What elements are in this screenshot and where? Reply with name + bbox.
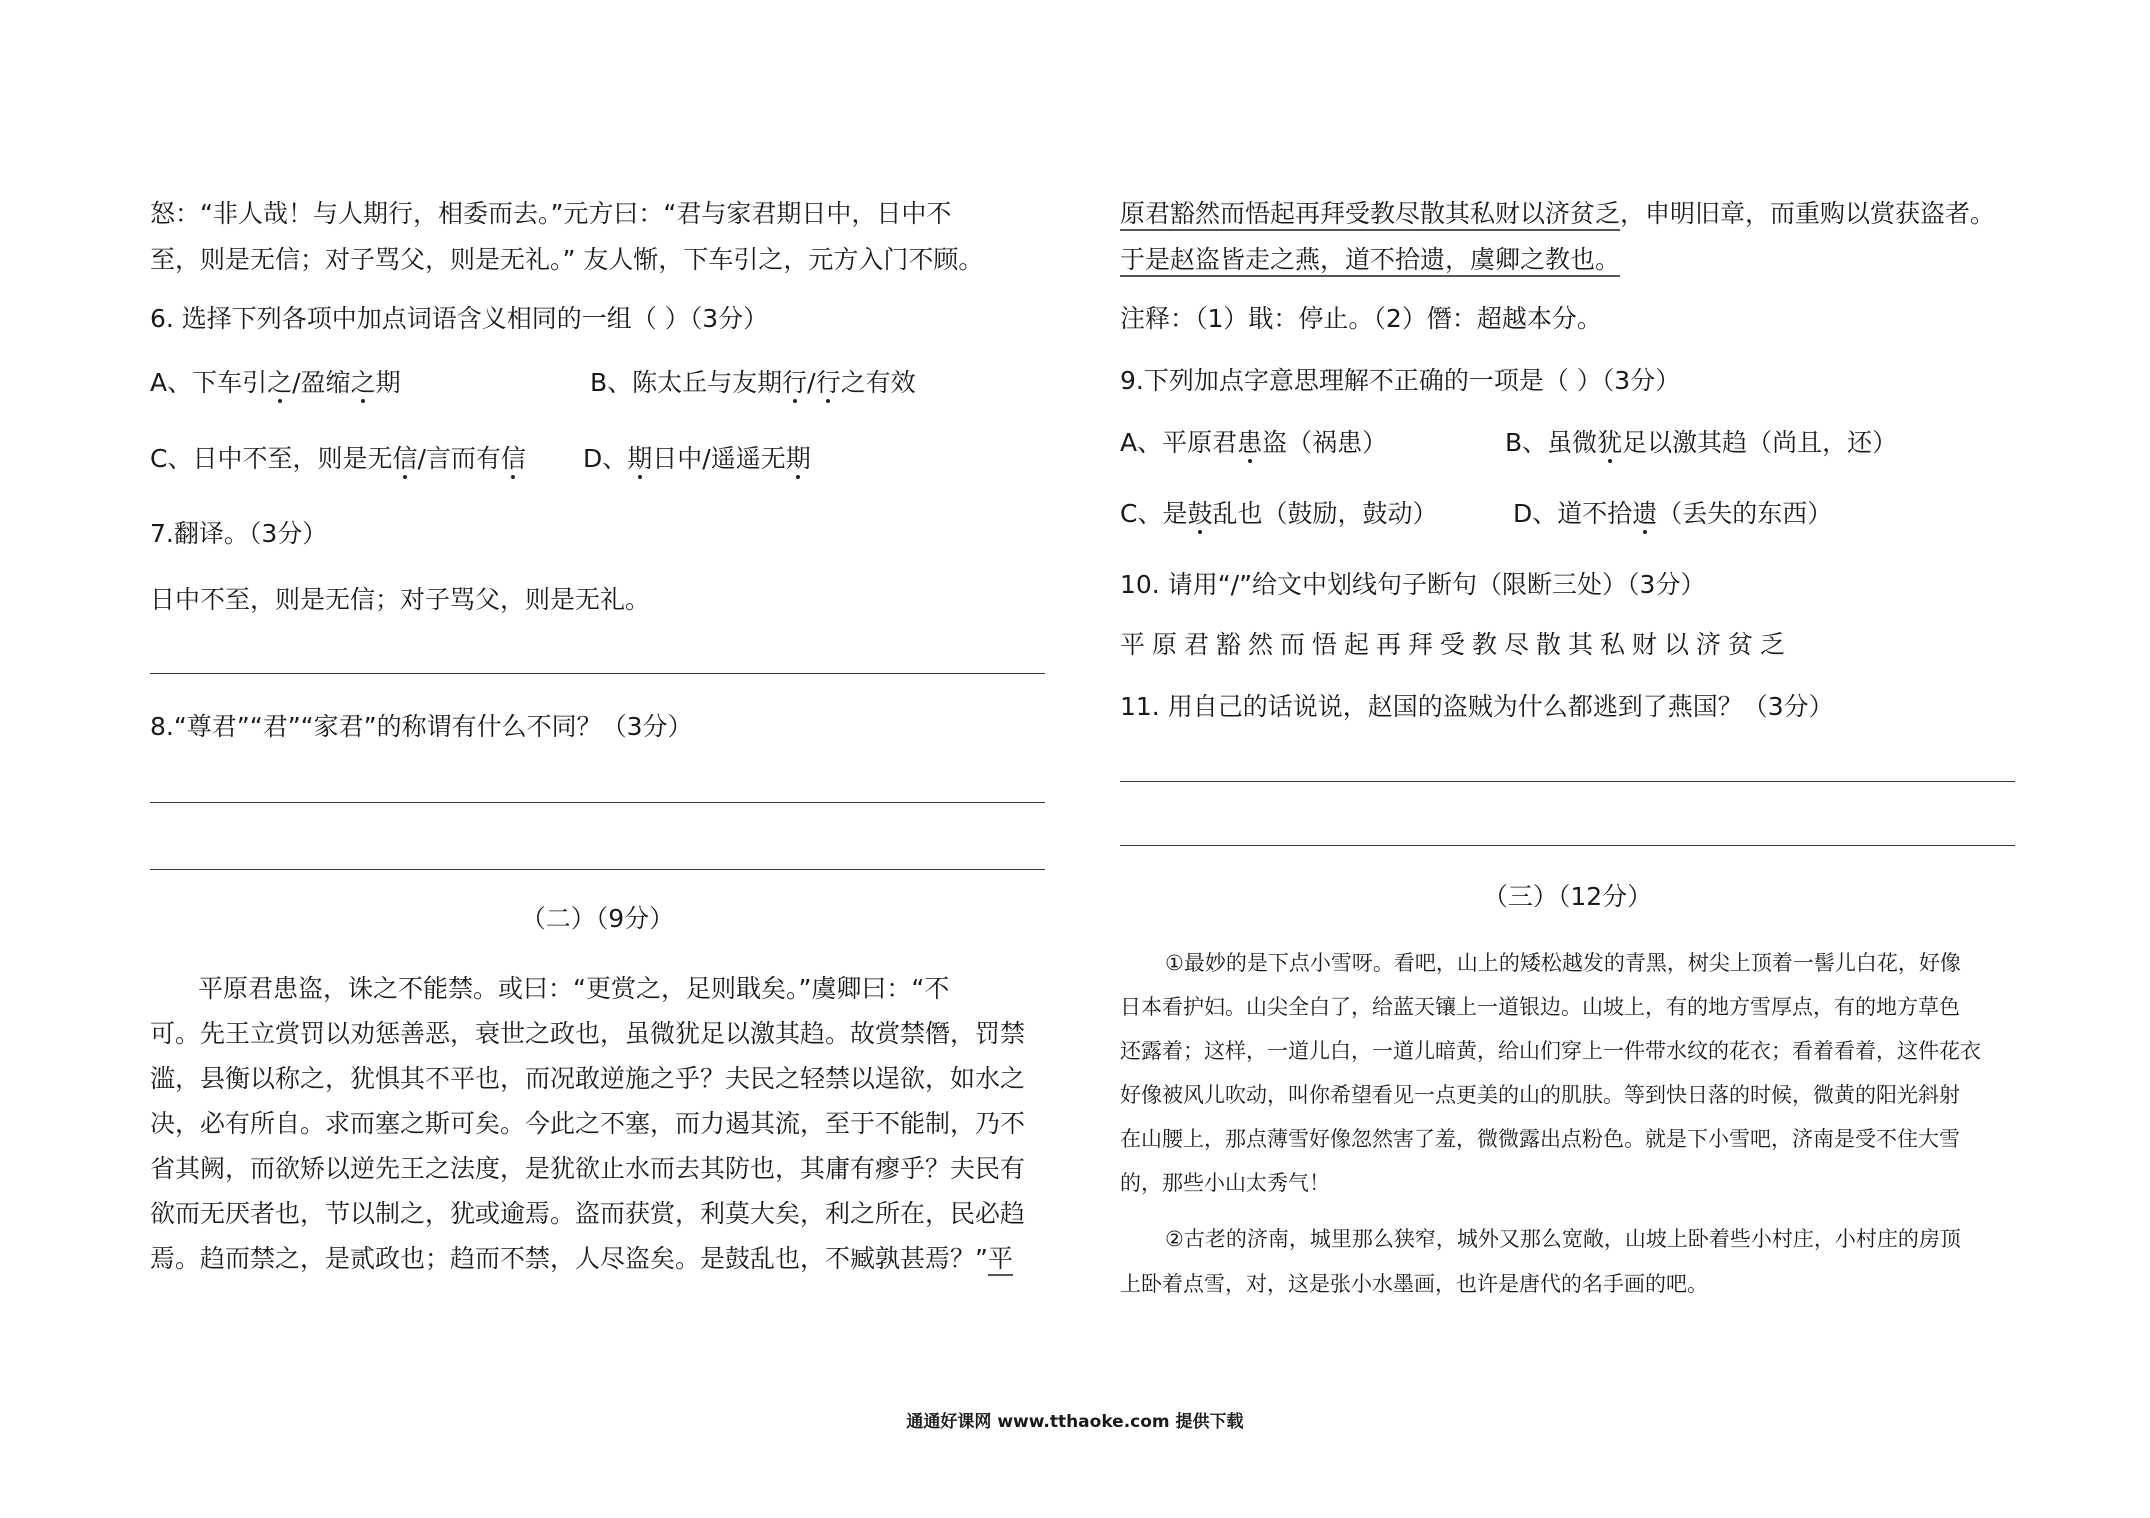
option-text: 盗（祸患） <box>1262 428 1388 457</box>
text-line: 怒：“非人哉！与人期行，相委而去。”元方曰：“君与家君期日中，日中不 <box>150 199 952 228</box>
option-text: / <box>807 368 816 397</box>
annotation-note: 注释：（1）戢：停止。（2）僭：超越本分。 <box>1120 304 1602 333</box>
option-text: B、虽微 <box>1505 428 1598 457</box>
section-2-heading: （二）（9分） <box>520 904 675 933</box>
passage-line <box>1120 197 1995 231</box>
q9-option-c <box>1120 497 1438 531</box>
passage-line: 欲而无厌者也，节以制之，犹或逾焉。盗而获赏，利莫大矣，利之所在，民必趋 <box>150 1199 1026 1228</box>
question-8: 8.“尊君”“君”“家君”的称谓有什么不同？（3分） <box>150 712 693 741</box>
option-text: 之有效 <box>840 368 916 397</box>
passage-line: ①最妙的是下点小雪呀。看吧，山上的矮松越发的青黑，树尖上顶着一髻儿白花，好像 <box>1165 951 1961 975</box>
footer-watermark: 通通好课网 www.tthaoke.com 提供下载 <box>906 1412 1244 1432</box>
question-6: 6. 选择下列各项中加点词语含义相同的一组（ ）（3分） <box>150 304 769 333</box>
dotted-char: 犹 <box>1597 428 1623 457</box>
answer-line[interactable] <box>1120 845 2015 846</box>
answer-line[interactable] <box>150 869 1045 870</box>
passage-line: 可。先王立赏罚以劝惩善恶，衰世之政也，虽微犹足以激其趋。故赏禁僭，罚禁 <box>150 1019 1026 1048</box>
answer-line[interactable] <box>150 802 1045 803</box>
dotted-char: 行 <box>815 368 841 397</box>
option-text: A、平原君 <box>1120 428 1238 457</box>
option-text: /盈缩 <box>292 368 351 397</box>
dotted-char: 遗 <box>1632 499 1658 528</box>
option-text: D、道不拾 <box>1513 499 1633 528</box>
option-text: C、是 <box>1120 499 1188 528</box>
q6-option-c <box>150 442 526 476</box>
answer-line[interactable] <box>150 673 1045 674</box>
passage-text: ，申明旧章，而重购以赏获盗者。 <box>1620 199 1996 228</box>
passage-text: 焉。趋而禁之，是贰政也；趋而不禁，人尽盗矣。是鼓乱也，不臧孰甚焉？” <box>150 1244 988 1273</box>
q9-option-a <box>1120 426 1387 460</box>
q6-option-d <box>583 442 811 476</box>
q9-option-d <box>1513 497 1832 531</box>
underlined-text: 平 <box>988 1244 1013 1276</box>
q9-option-b <box>1505 426 1897 460</box>
dotted-char: 信 <box>500 444 526 473</box>
underlined-text: 原君豁然而悟起再拜受教尽散其私财以济贫乏 <box>1120 199 1620 231</box>
passage-line: 上卧着点雪，对，这是张小水墨画，也许是唐代的名手画的吧。 <box>1120 1272 1708 1296</box>
passage-line: 决，必有所自。求而塞之斯可矣。今此之不塞，而力遏其流，至于不能制，乃不 <box>150 1109 1026 1138</box>
question-11: 11. 用自己的话说说，赵国的盗贼为什么都逃到了燕国？（3分） <box>1120 692 1834 721</box>
dotted-char: 行 <box>782 368 808 397</box>
option-text: 期 <box>375 368 401 397</box>
q10-sentence: 平原君豁然而悟起再拜受教尽散其私财以济贫乏 <box>1120 630 1793 659</box>
passage-line: 好像被风儿吹动，叫你希望看见一点更美的山的肌肤。等到快日落的时候，微黄的阳光斜射 <box>1120 1083 1960 1107</box>
option-text: 足以激其趋（尚且，还） <box>1622 428 1898 457</box>
underlined-text: 于是赵盗皆走之燕，道不拾遗，虞卿之教也。 <box>1120 245 1620 277</box>
text-line: 至，则是无信；对子骂父，则是无礼。” 友人惭，下车引之，元方入门不顾。 <box>150 245 984 274</box>
dotted-char: 患 <box>1237 428 1263 457</box>
dotted-char: 期 <box>785 444 811 473</box>
option-text: （丢失的东西） <box>1657 499 1833 528</box>
passage-line: 滥，县衡以称之，犹惧其不平也，而况敢逆施之乎？夫民之轻禁以逞欲，如水之 <box>150 1064 1026 1093</box>
passage-line: 平原君患盗，诛之不能禁。或曰：“更赏之，足则戢矣。”虞卿曰：“不 <box>198 974 950 1003</box>
passage-line: ②古老的济南，城里那么狭窄，城外又那么宽敞，山坡上卧着些小村庄，小村庄的房顶 <box>1165 1227 1961 1251</box>
dotted-char: 之 <box>267 368 293 397</box>
option-text: 乱也（鼓励，鼓动） <box>1212 499 1438 528</box>
option-text: C、日中不至，则是无 <box>150 444 393 473</box>
option-text: D、 <box>583 444 628 473</box>
q6-option-a <box>150 366 401 400</box>
option-text: A、下车引 <box>150 368 268 397</box>
dotted-char: 期 <box>627 444 653 473</box>
section-3-heading: （三）（12分） <box>1482 882 1653 911</box>
q7-sentence: 日中不至，则是无信；对子骂父，则是无礼。 <box>150 585 651 614</box>
dotted-char: 之 <box>350 368 376 397</box>
option-text: 日中/遥遥无 <box>652 444 786 473</box>
question-7: 7.翻译。（3分） <box>150 519 328 548</box>
question-10: 10. 请用“/”给文中划线句子断句（限断三处）（3分） <box>1120 570 1706 599</box>
answer-line[interactable] <box>1120 781 2015 782</box>
passage-line: 还露着；这样，一道儿白，一道儿暗黄，给山们穿上一件带水纹的花衣；看着看着，这件花衣 <box>1120 1039 1981 1063</box>
dotted-char: 鼓 <box>1187 499 1213 528</box>
passage-line: 在山腰上，那点薄雪好像忽然害了羞，微微露出点粉色。就是下小雪吧，济南是受不住大雪 <box>1120 1127 1960 1151</box>
q6-option-b <box>590 366 916 400</box>
question-9: 9.下列加点字意思理解不正确的一项是（ ）（3分） <box>1120 366 1681 395</box>
passage-line: 日本看护妇。山尖全白了，给蓝天镶上一道银边。山坡上，有的地方雪厚点，有的地方草色 <box>1120 995 1960 1019</box>
passage-line: 的，那些小山太秀气！ <box>1120 1171 1330 1195</box>
passage-line: 省其阙，而欲矫以逆先王之法度，是犹欲止水而去其防也，其庸有瘳乎？夫民有 <box>150 1154 1026 1183</box>
passage-line <box>150 1236 1013 1281</box>
dotted-char: 信 <box>392 444 418 473</box>
option-text: /言而有 <box>417 444 501 473</box>
option-text: B、陈太丘与友期 <box>590 368 783 397</box>
passage-line <box>1120 243 1620 277</box>
